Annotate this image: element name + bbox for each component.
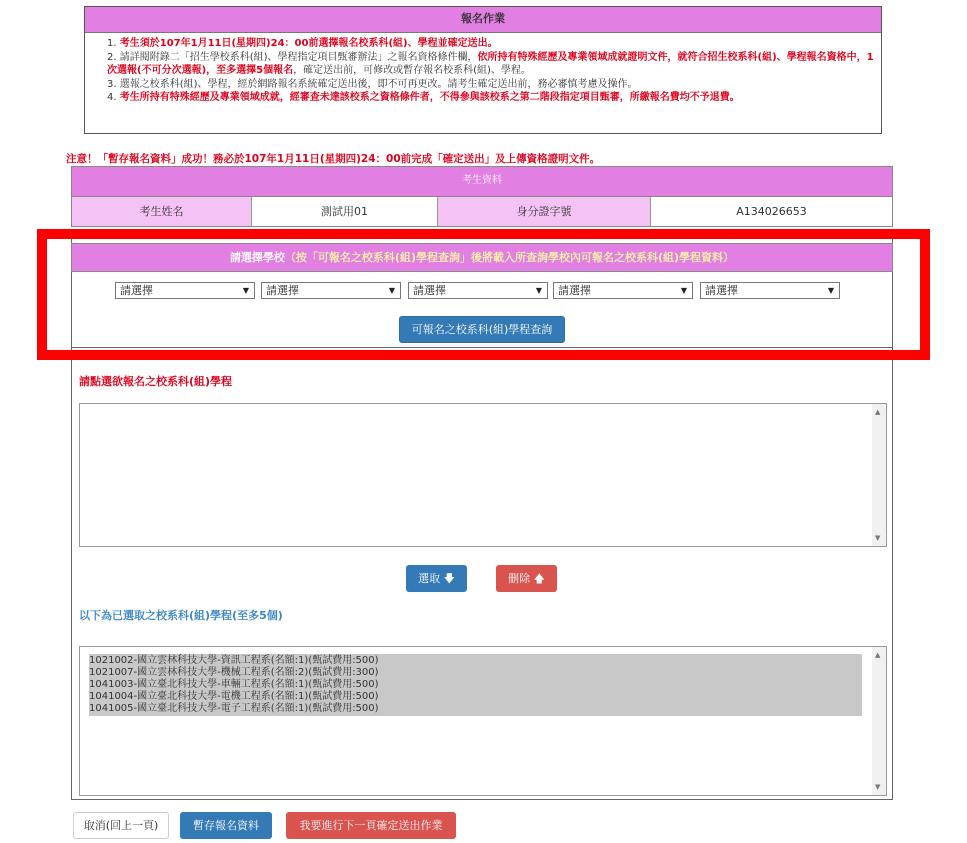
student-name-label: 考生姓名	[72, 197, 252, 226]
scroll-up-icon[interactable]: ▲	[875, 408, 881, 416]
student-info-header: 考生資料	[71, 166, 893, 197]
arrow-up-icon: 🡅	[533, 572, 545, 585]
pick-program-label: 請點選欲報名之校系科(組)學程	[79, 375, 233, 388]
student-id-label: 身分證字號	[438, 197, 651, 226]
notice-item-4: 4. 考生所持有特殊經歷及專業領域成就，經審查未達該校系之資格條件者，不得參與該校系之第二階段指定項目甄審，所繳報名費均不予退費。	[107, 92, 740, 103]
list-item[interactable]: 1021002-國立雲林科技大學-資訊工程系(名額:1)(甄試費用:500)	[89, 655, 379, 666]
scroll-down-icon[interactable]: ▼	[875, 783, 881, 791]
list-item[interactable]: 1041005-國立臺北科技大學-電子工程系(名額:1)(甄試費用:500)	[89, 703, 379, 714]
selected-items	[89, 654, 862, 716]
selected-programs-list[interactable]	[79, 646, 887, 796]
next-step-button[interactable]: 我要進行下一頁確定送出作業	[286, 812, 456, 839]
query-programs-button[interactable]: 可報名之校系科(組)學程查詢	[399, 316, 565, 343]
highlight-box	[37, 229, 930, 360]
scroll-up-icon[interactable]: ▲	[875, 651, 881, 659]
list-item[interactable]: 1041004-國立臺北科技大學-電機工程系(名額:1)(甄試費用:500)	[89, 691, 379, 702]
chevron-down-icon: ▼	[680, 286, 687, 295]
chevron-down-icon: ▼	[535, 286, 542, 295]
list-item[interactable]: 1021007-國立雲林科技大學-機械工程系(名額:2)(甄試費用:300)	[89, 667, 379, 678]
notice-item-2: 2. 請詳閱附錄二「招生學校系科(組)、學程指定項目甄審辦法」之報名資格條件欄，依所持有特殊經歷及專業領域成就證明文件，就符合招生校系科(組)、學程報名資格中，1次選報(不可分次選報)，至多選擇5個報名，確定送出前，可修改或暫存報名校系科(組)、學程。	[107, 51, 874, 76]
cancel-button[interactable]: 取消(回上一頁)	[73, 812, 169, 839]
notice-item-3: 3. 選報之校系科(組)、學程，經於網路報名系統確定送出後，即不可再更改。請考生確定送出前，務必審慎考慮及操作。	[107, 78, 638, 90]
school-dropdown-3[interactable]: 請選擇 ▼	[408, 282, 548, 299]
school-dropdown-5[interactable]: 請選擇 ▼	[700, 282, 840, 299]
arrow-down-icon: 🡇	[443, 572, 455, 585]
save-draft-button[interactable]: 暫存報名資料	[180, 812, 272, 839]
delete-button[interactable]: 刪除 🡅	[496, 565, 557, 592]
student-id-value: A134026653	[736, 205, 807, 218]
school-dropdown-1[interactable]: 請選擇 ▼	[115, 282, 255, 299]
school-dropdown-2[interactable]: 請選擇 ▼	[261, 282, 401, 299]
save-warning-text: 注意！「暫存報名資料」成功！務必於107年1月11日(星期四)24：00前完成「確定送出」及上傳資格證明文件。	[66, 153, 601, 165]
list-item[interactable]: 1041003-國立臺北科技大學-車輛工程系(名額:1)(甄試費用:500)	[89, 679, 379, 690]
student-name-value: 測試用01	[252, 197, 438, 226]
chevron-down-icon: ▼	[388, 286, 395, 295]
scrollbar[interactable]	[872, 404, 886, 546]
scroll-down-icon[interactable]: ▼	[875, 534, 881, 542]
notice-panel	[84, 6, 882, 134]
pick-button[interactable]: 選取 🡇	[406, 565, 467, 592]
school-select-header: 請選擇學校（按「可報名之校系科(組)學程查詢」後將載入所查詢學校內可報名之校系科(組)學程資料）	[71, 243, 893, 272]
school-select-note: （按「可報名之校系科(組)學程查詢」後將載入所查詢學校內可報名之校系科(組)學程資料）	[284, 251, 735, 264]
selected-programs-label: 以下為已選取之校系科(組)學程(至多5個)	[79, 609, 283, 622]
scrollbar[interactable]	[872, 647, 886, 795]
available-programs-list[interactable]	[79, 403, 887, 547]
notice-title: 報名作業	[85, 7, 881, 33]
school-dropdown-4[interactable]: 請選擇 ▼	[553, 282, 693, 299]
chevron-down-icon: ▼	[242, 286, 249, 295]
chevron-down-icon: ▼	[827, 286, 834, 295]
student-info-row	[71, 197, 893, 227]
notice-item-1: 1. 考生須於107年1月11日(星期四)24：00前選擇報名校系科(組)、學程並確定送出。	[107, 38, 498, 49]
